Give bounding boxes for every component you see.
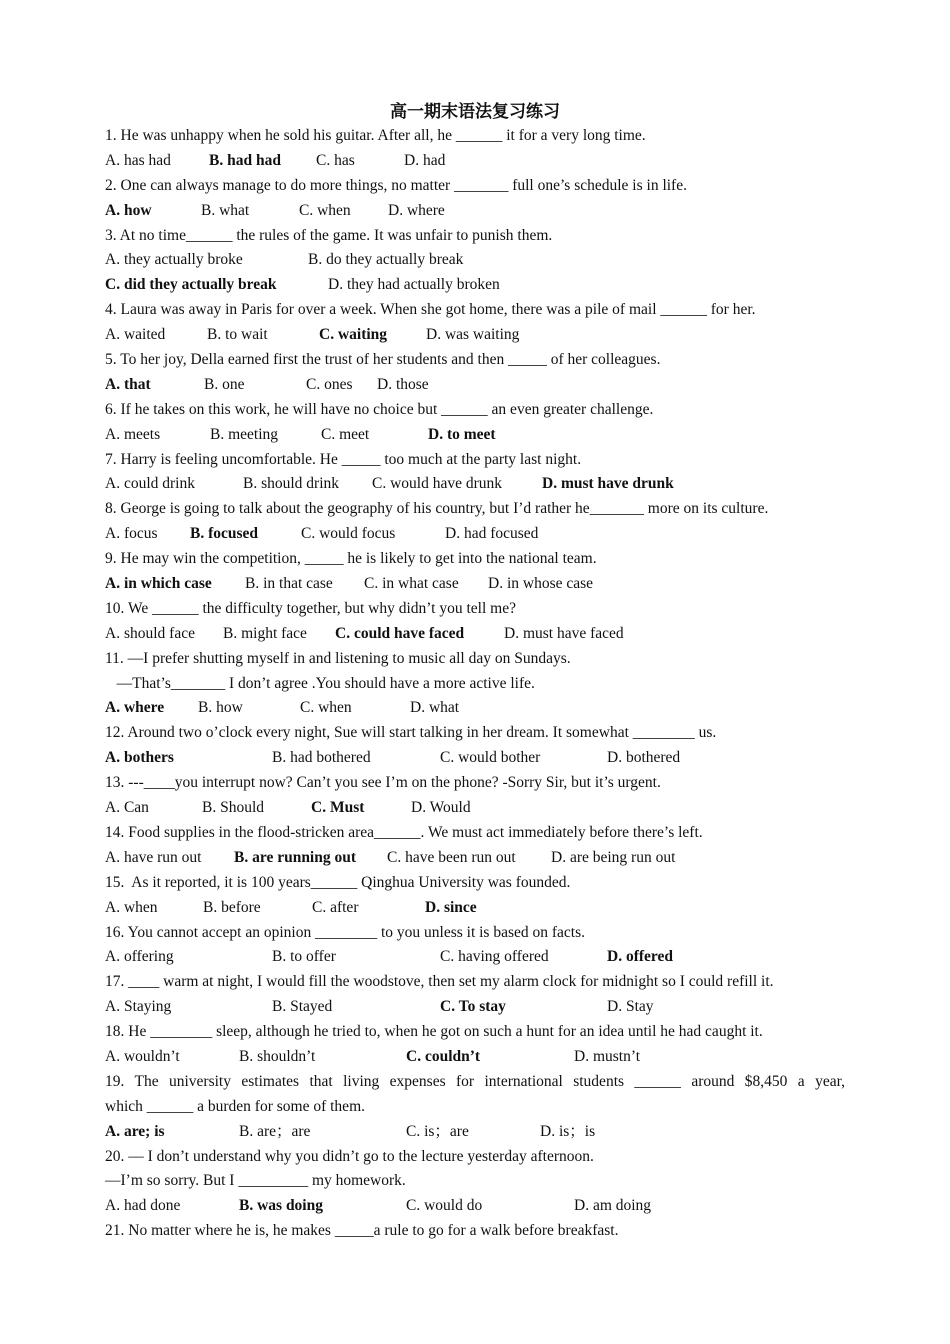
answer-option: A. had done (105, 1197, 181, 1215)
question-16 (105, 921, 845, 971)
answer-option: B. one (204, 375, 245, 393)
question-text: 11. —I prefer shutting myself in and listening to music all day on Sundays. (105, 649, 571, 667)
question-text: 1. He was unhappy when he sold his guitar. After all, he ______ it for a very long time. (105, 127, 646, 144)
answer-option-correct: C. could have faced (335, 624, 465, 642)
answer-option-correct: B. had had (209, 151, 281, 169)
answer-option: B. how (198, 699, 243, 717)
question-9 (105, 547, 845, 597)
question-text: 4. Laura was away in Paris for over a week. When she got home, there was a pile of mail ______ for her. (105, 301, 756, 319)
answer-option-correct: D. must have drunk (542, 475, 674, 493)
answer-option: C. would bother (440, 749, 541, 767)
question-8 (105, 497, 845, 547)
question-list (105, 124, 845, 1244)
options-row (105, 1194, 845, 1219)
answer-option: A. offering (105, 948, 174, 966)
question-3 (105, 224, 845, 299)
options-row (105, 248, 845, 273)
answer-option-correct: C. To stay (440, 998, 506, 1016)
answer-option: B. shouldn’t (239, 1047, 316, 1065)
options-row (105, 1120, 845, 1145)
options-row (105, 995, 845, 1020)
question-11 (105, 647, 845, 722)
answer-option: D. was waiting (426, 326, 520, 344)
question-text: 21. No matter where he is, he makes _____a rule to go for a walk before breakfast. (105, 1222, 619, 1240)
answer-option: C. has (316, 151, 355, 169)
question-10 (105, 597, 845, 647)
options-row (105, 896, 845, 921)
answer-option: D. had (404, 151, 446, 169)
answer-option: C. ones (306, 375, 353, 393)
options-row (105, 796, 845, 821)
answer-option-correct: D. since (425, 898, 477, 916)
options-row (105, 572, 845, 597)
answer-option: D. Stay (607, 998, 654, 1016)
question-18 (105, 1020, 845, 1070)
question-text: 10. We ______ the difficulty together, but why didn’t you tell me? (105, 599, 516, 617)
question-text: 13. ---____you interrupt now? Can’t you see I’m on the phone? -Sorry Sir, but it’s urgent. (105, 774, 661, 792)
options-row (105, 945, 845, 970)
question-17 (105, 970, 845, 1020)
question-text: 6. If he takes on this work, he will have no choice but ______ an even greater challenge. (105, 400, 654, 418)
answer-option-correct: C. couldn’t (406, 1047, 481, 1065)
answer-option: A. has had (105, 151, 171, 169)
question-text: 19. The university estimates that living expenses for international students ______ around $8,450 a year, (105, 1072, 845, 1090)
question-2 (105, 174, 845, 224)
question-14 (105, 821, 845, 871)
answer-option: B. meeting (210, 425, 279, 443)
answer-option: A. have run out (105, 848, 202, 866)
answer-option: B. do they actually break (308, 251, 464, 269)
answer-option-correct: C. did they actually break (105, 276, 277, 294)
question-text: —That’s_______ I don’t agree .You should have a more active life. (105, 674, 535, 692)
answer-option: A. Staying (105, 998, 172, 1016)
question-19 (105, 1070, 845, 1145)
answer-option: D. those (377, 375, 429, 393)
question-text: 3. At no time______ the rules of the game. It was unfair to punish them. (105, 226, 553, 244)
question-text: 17. ____ warm at night, I would fill the woodstove, then set my alarm clock for midnight so I could refill it. (105, 973, 774, 991)
answer-option: A. focus (105, 525, 158, 543)
answer-option: A. could drink (105, 475, 195, 493)
answer-option: B. to wait (207, 326, 268, 344)
answer-option: C. would focus (301, 525, 396, 543)
options-row (105, 423, 845, 448)
answer-option: D. are being run out (551, 848, 676, 866)
answer-option: C. is；are (406, 1122, 469, 1140)
answer-option-correct: D. offered (607, 948, 673, 966)
answer-option: D. where (388, 201, 445, 219)
answer-option: D. they had actually broken (328, 276, 500, 294)
question-7 (105, 448, 845, 498)
options-row (105, 846, 845, 871)
question-text: which ______ a burden for some of them. (105, 1097, 365, 1115)
options-row (105, 522, 845, 547)
answer-option: D. must have faced (504, 624, 624, 642)
answer-option: B. had bothered (272, 749, 371, 767)
question-13 (105, 771, 845, 821)
answer-option-correct: B. was doing (239, 1197, 323, 1215)
answer-option: A. when (105, 898, 158, 916)
answer-option: A. they actually broke (105, 251, 243, 269)
answer-option: B. might face (223, 624, 307, 642)
answer-option: D. mustn’t (574, 1047, 641, 1065)
answer-option: B. in that case (245, 575, 333, 593)
answer-option-correct: C. waiting (319, 326, 388, 344)
answer-option-correct: B. are running out (234, 848, 357, 866)
answer-option: A. Can (105, 799, 149, 817)
answer-option: C. would do (406, 1197, 483, 1215)
answer-option-correct: A. how (105, 201, 152, 219)
answer-option: B. to offer (272, 948, 336, 966)
question-1 (105, 124, 845, 174)
answer-option: C. in what case (364, 575, 459, 593)
answer-option: D. bothered (607, 749, 681, 767)
question-21 (105, 1219, 845, 1244)
answer-option-correct: A. where (105, 699, 165, 717)
answer-option: B. Stayed (272, 998, 333, 1016)
answer-option: C. when (299, 201, 351, 219)
question-text: —I’m so sorry. But I _________ my homework. (105, 1172, 406, 1190)
question-text: 5. To her joy, Della earned first the trust of her students and then _____ of her colleagues. (105, 351, 661, 369)
options-row (105, 323, 845, 348)
answer-option: A. meets (105, 425, 161, 443)
question-text: 14. Food supplies in the flood-stricken area______. We must act immediately before there’s left. (105, 823, 703, 841)
options-row (105, 696, 845, 721)
options-row (105, 746, 845, 771)
answer-option: B. what (201, 201, 250, 219)
answer-option: B. are；are (239, 1122, 311, 1140)
answer-option: C. would have drunk (372, 475, 503, 493)
answer-option: D. is；is (540, 1122, 596, 1140)
question-text: 8. George is going to talk about the geography of his country, but I’d rather he_______ more on its culture. (105, 500, 769, 518)
page-title: 高一期末语法复习练习 (390, 102, 560, 121)
answer-option-correct: A. bothers (105, 749, 174, 767)
question-5 (105, 348, 845, 398)
answer-option: D. in whose case (488, 575, 594, 593)
answer-option: B. Should (202, 799, 265, 817)
answer-option: D. had focused (445, 525, 539, 543)
answer-option: D. Would (411, 799, 471, 817)
answer-option: C. after (312, 898, 359, 916)
question-text: 15. As it reported, it is 100 years______ Qinghua University was founded. (105, 873, 571, 891)
answer-option: C. meet (321, 425, 370, 443)
question-12 (105, 721, 845, 771)
answer-option-correct: A. in which case (105, 575, 212, 593)
answer-option-correct: A. are; is (105, 1122, 165, 1140)
question-text: 18. He ________ sleep, although he tried to, when he got on such a hunt for an idea until he had caught it. (105, 1023, 763, 1041)
answer-option: B. should drink (243, 475, 340, 493)
options-row (105, 149, 845, 174)
answer-option: C. when (300, 699, 352, 717)
answer-option: A. wouldn’t (105, 1047, 180, 1065)
options-row (105, 472, 845, 497)
question-text: 2. One can always manage to do more things, no matter _______ full one’s schedule is in life. (105, 176, 687, 194)
answer-option: C. having offered (440, 948, 549, 966)
question-text: 7. Harry is feeling uncomfortable. He _____ too much at the party last night. (105, 450, 582, 468)
options-row (105, 1045, 845, 1070)
answer-option: B. before (203, 898, 261, 916)
question-text: 20. — I don’t understand why you didn’t go to the lecture yesterday afternoon. (105, 1147, 594, 1165)
answer-option: D. am doing (574, 1197, 652, 1215)
answer-option: A. waited (105, 326, 166, 344)
answer-option-correct: D. to meet (428, 425, 496, 443)
answer-option: D. what (410, 699, 460, 717)
question-4 (105, 298, 845, 348)
options-row (105, 273, 845, 298)
question-text: 16. You cannot accept an opinion ________ to you unless it is based on facts. (105, 923, 586, 941)
question-15 (105, 871, 845, 921)
options-row (105, 199, 845, 224)
answer-option-correct: C. Must (311, 799, 365, 817)
question-text: 9. He may win the competition, _____ he is likely to get into the national team. (105, 550, 597, 568)
options-row (105, 373, 845, 398)
question-text: 12. Around two o’clock every night, Sue will start talking in her dream. It somewhat ________ us. (105, 724, 717, 742)
answer-option: C. have been run out (387, 848, 516, 866)
answer-option-correct: A. that (105, 375, 151, 393)
answer-option: A. should face (105, 624, 195, 642)
question-20 (105, 1145, 845, 1220)
question-6 (105, 398, 845, 448)
answer-option-correct: B. focused (190, 525, 259, 543)
options-row (105, 622, 845, 647)
